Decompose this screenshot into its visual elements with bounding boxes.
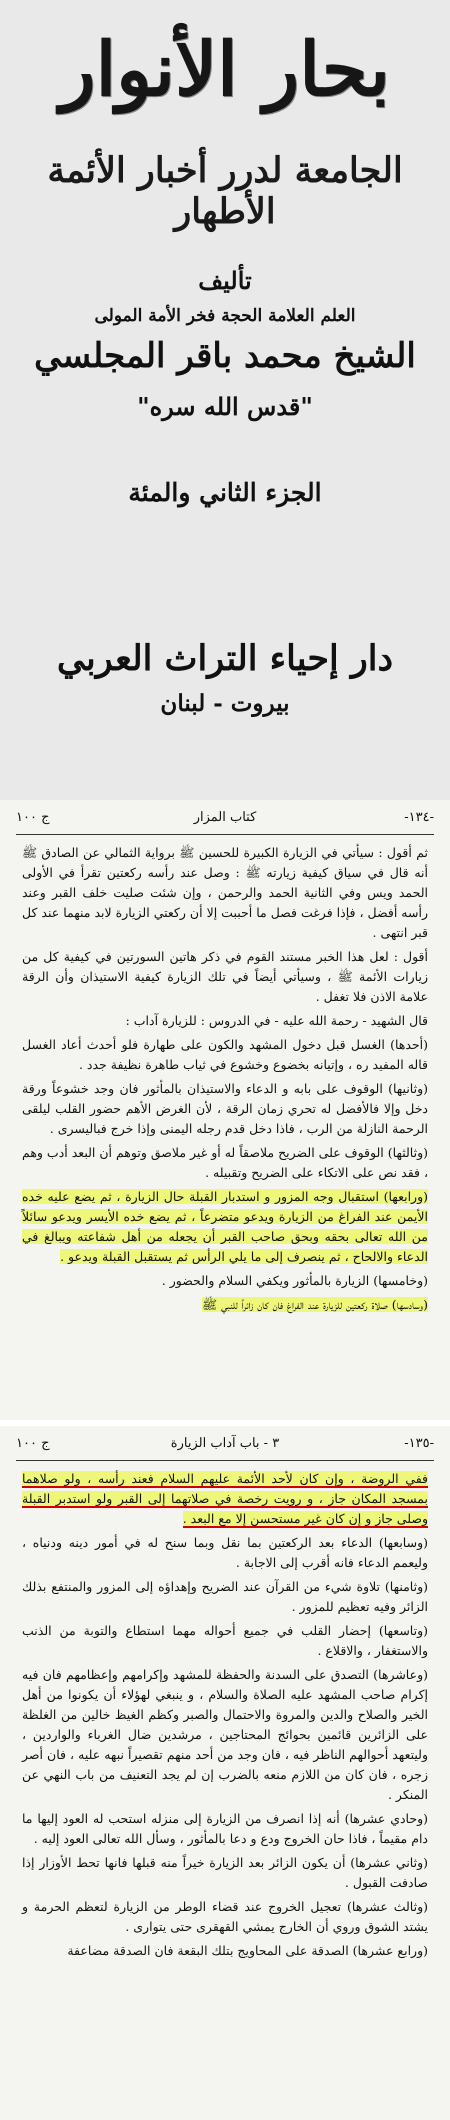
highlight: ففي الروضة ، وإن كان لأحد الأئمة عليهم السلام فعند رأسه ، ولو صلاهما بمسجد المكان جاز ، و رويت رخصة في صلاتهما إلى القبر ولو استدبر القبلة وصلى جاز و إن كان غير مستحسن إلا مع البعد . <box>22 1471 428 1526</box>
publisher-city: بيروت - لبنان <box>160 690 290 717</box>
paragraph: (وثالثها) الوقوف على الضريح ملاصقاً له أو غير ملاصق وتوهم أن البعد أدب وهم ، فقد نص على الاتكاء على الضريح وتقبيله . <box>22 1145 428 1180</box>
highlighted-paragraph <box>22 1187 428 1267</box>
author-honorific: "قدس الله سره" <box>137 392 313 421</box>
page-body <box>22 843 428 1315</box>
paragraph: (وثامنها) تلاوة شيء من القرآن عند الضريح وإهداؤه إلى المزور والمنتفع بذلك الزائر وفيه تعظيم للمزور . <box>22 1579 428 1614</box>
page-body <box>22 1469 428 1961</box>
page-135 <box>0 1426 450 2120</box>
highlight: (ورابعها) استقبال وجه المزور و استدبار القبلة حال الزيارة ، ثم يضع عليه خده الأيمن عند الفراغ من الزيارة ويدعو متضرعاً ، ثم يضع خده الأيسر ويدعو سائلاً من الله تعالى بحقه وبحق صاحب القبر أن يجعله من أهل شفاعته ويبالغ في الدعاء والالحاح ، ثم ينصرف إلى ما يلي الرأس ثم يستقبل القبلة ويدعو . <box>22 1189 428 1264</box>
volume-number: ج ١٠٠ <box>16 1436 50 1451</box>
book-subtitle: الجامعة لدرر أخبار الأئمة الأطهار <box>47 150 403 232</box>
highlighted-paragraph <box>22 1469 428 1529</box>
page-title: كتاب المزار <box>193 810 257 825</box>
page-134 <box>0 800 450 1420</box>
author-name: الشيخ محمد باقر المجلسي <box>34 336 416 376</box>
paragraph: (وتاسعها) إحضار القلب في جميع أحواله مهما استطاع والتوبة من الذنب والاستغفار ، والاقلاع . <box>22 1623 428 1658</box>
paragraph: (ورابع عشرها) الصدقة على المحاويج بتلك البقعة فان الصدقة مضاعفة <box>67 1943 428 1958</box>
paragraph: (وعاشرها) التصدق على السدنة والحفظة للمشهد وإكرامهم وإعظامهم فان فيه إكرام صاحب المشهد عليه الصلاة والسلام ، و ينبغي لهؤلاء أن يكونوا من أهل الخير والصلاح والدين والمروة والاحتمال والصبر وكظم الغيظ خالين من الغلظة على الزائرين قائمين بحوائج المحتاجين ، مرشدين ضال الغرباء والواردين ، وليتعهد أحوالهم الناظر فيه ، فان وجد من أحد منهم تقصيراً نبهه عليه ، فان أصر زجره ، فان كان من اللازم منعه بالضرب إن لم يجد التعنيف من باب النهي عن المنكر . <box>22 1667 428 1802</box>
paragraph: (وسابعها) الدعاء بعد الركعتين بما نقل وبما سنح له في أمور دينه ودنياه ، وليعمم الدعاء فانه أقرب إلى الاجابة . <box>22 1535 428 1570</box>
page-header <box>16 800 434 835</box>
page-header <box>16 1426 434 1461</box>
highlighted-paragraph <box>22 1295 428 1315</box>
paragraph: (وثالث عشرها) تعجيل الخروج عند قضاء الوطر من الزيارة لتعظم الحرمة و يشتد الشوق وروي أن الخارج يمشي القهقرى حتى يتوارى . <box>22 1899 428 1934</box>
paragraph: قال الشهيد - رحمة الله عليه - في الدروس : للزيارة آداب : <box>125 1013 428 1028</box>
author-by-label: تأليف <box>198 266 252 295</box>
volume-number: ج ١٠٠ <box>16 810 50 825</box>
page-title: ٣ - باب آداب الزيارة <box>170 1436 280 1451</box>
author-description: العلم العلامة الحجة فخر الأمة المولى <box>94 306 356 326</box>
paragraph: (وخامسها) الزيارة بالمأثور ويكفي السلام والحضور . <box>161 1273 428 1288</box>
paragraph: (أحدها) الغسل قبل دخول المشهد والكون على طهارة فلو أحدث أعاد الغسل قاله المفيد ره ، وإتيانه بخضوع وخشوع في ثياب طاهرة نظيفة جدد . <box>22 1037 428 1072</box>
book-title: بحار الأنوار <box>59 27 391 113</box>
paragraph: أقول : لعل هذا الخبر مستند القوم في ذكر هاتين السورتين في كيفية كل من زيارات الأئمة ﷺ ، وسيأتي أيضاً في تلك الزيارة كيفية الاستيذان وأن الرقة علامة الاذن فلا تغفل . <box>22 949 428 1004</box>
page-number: -١٣٥- <box>404 1436 434 1451</box>
paragraph: ثم أقول : سيأتي في الزيارة الكبيرة للحسين ﷺ برواية الثمالي عن الصادق ﷺ أنه قال في سياق كيفية زيارته ﷺ : وصل عند رأسه ركعتين تقرأ في الأولى الحمد ويس وفي الثانية الحمد والرحمن ، وإن شئت صليت خلف القبر وعند رأسه أفضل ، فإذا فرغت فصل ما أحببت إلا أن ركعتي الزيارة لابد منهما عند كل قبر انتهى . <box>22 845 428 940</box>
paragraph: (وثاني عشرها) أن يكون الزائر بعد الزيارة خيراً منه قبلها فانها تحط الأوزار إذا صادفت القبول . <box>22 1855 428 1890</box>
book-cover <box>0 0 450 800</box>
publisher-name: دار إحياء التراث العربي <box>56 638 394 679</box>
page-number: -١٣٤- <box>404 810 434 825</box>
paragraph: (وحادي عشرها) أنه إذا انصرف من الزيارة إلى منزله استحب له العود إليها ما دام مقيماً ، فاذا حان الخروج ودع و دعا بالمأثور ، وسأل الله تعالى العود إليه . <box>22 1811 429 1846</box>
volume-label: الجزء الثاني والمئة <box>128 478 322 507</box>
paragraph: (وثانيها) الوقوف على بابه و الدعاء والاستيذان بالمأثور فان وجد خشوعاً ورقة دخل وإلا فالأفضل له تحري زمان الرقة ، لأن الغرض الأهم حضور القلب ليلقى الرحمة النازلة من الرب ، فاذا دخل قدم رجله اليمنى وإذا خرج فباليسرى . <box>22 1081 428 1136</box>
highlight: (وسادسها) صلاة ركعتين للزيارة عند الفراغ فان كان زائراً للنبي ﷺ <box>202 1297 428 1312</box>
